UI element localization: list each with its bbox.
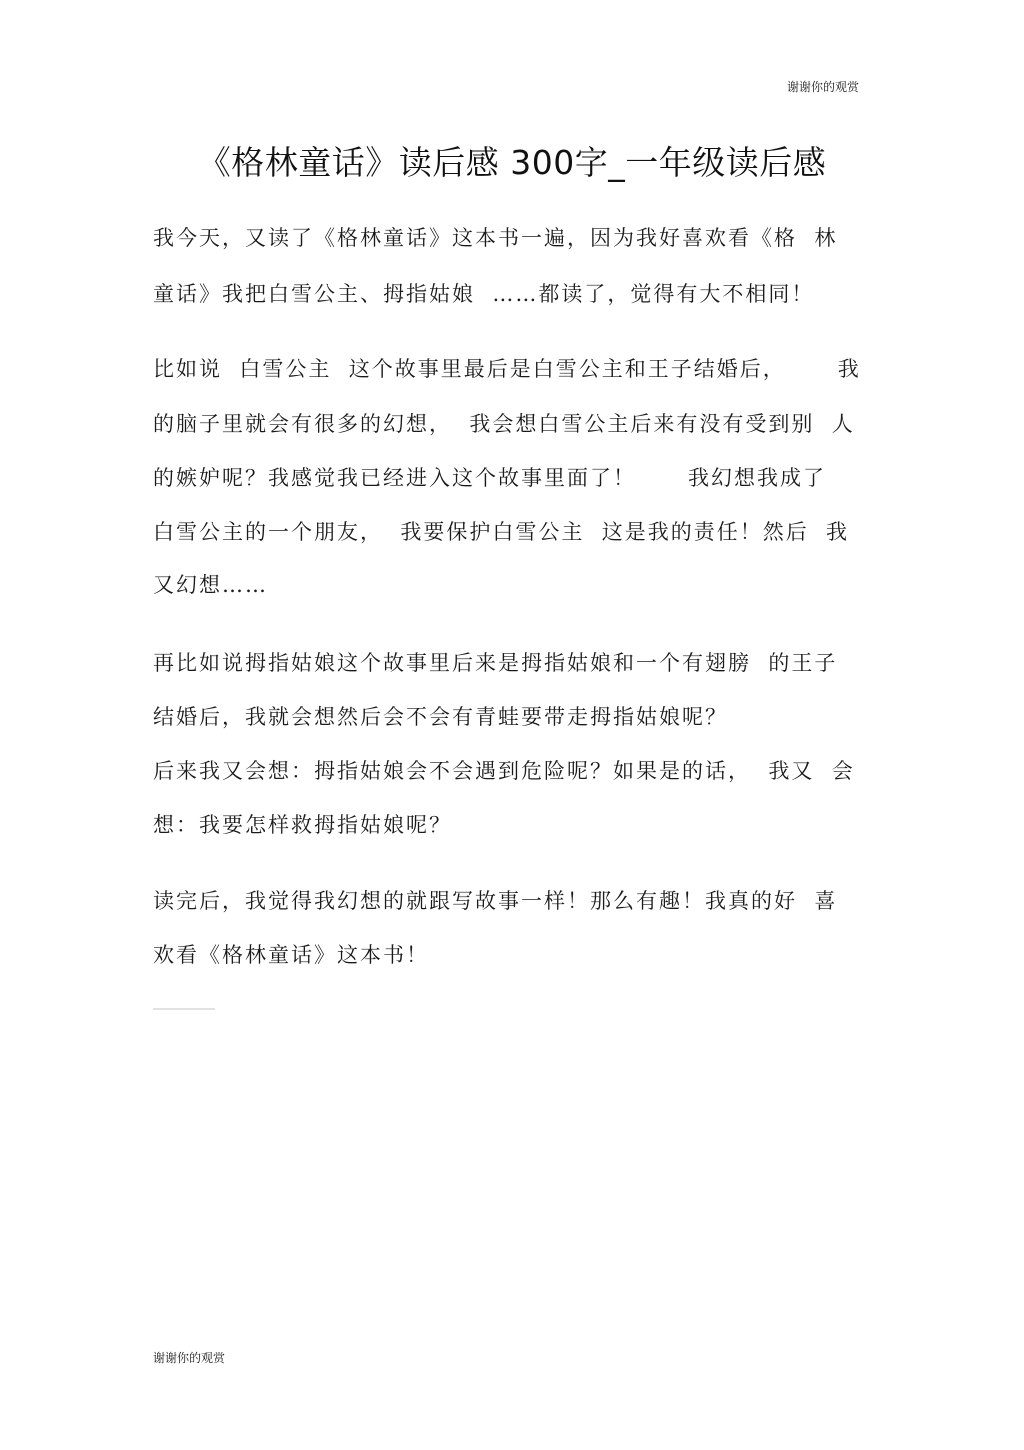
paragraph-2-line-1: 比如说 白雪公主 这个故事里最后是白雪公主和王子结婚后， 我 [153,357,861,381]
faint-underline-mark [153,1008,215,1010]
paragraph-2-line-5: 又幻想…… [153,573,268,597]
paragraph-2-line-3: 的嫉妒呢？我感觉我已经进入这个故事里面了！ 我幻想我成了 [153,466,827,490]
paragraph-4-line-1: 读完后，我觉得我幻想的就跟写故事一样！那么有趣！我真的好 喜 [153,889,838,913]
footer-note: 谢谢你的观赏 [153,1351,226,1365]
paragraph-2-line-4: 白雪公主的一个朋友， 我要保护白雪公主 这是我的责任！然后 我 [153,520,850,544]
page-title: 《格林童话》读后感 300字_一年级读后感 [197,143,827,182]
paragraph-1-line-1: 我今天，又读了《格林童话》这本书一遍，因为我好喜欢看《格 林 [153,226,838,250]
paragraph-3-line-2: 结婚后，我就会想然后会不会有青蛙要带走拇指姑娘呢？ [153,705,728,729]
paragraph-3-line-4: 想：我要怎样救拇指姑娘呢？ [153,813,452,837]
paragraph-1-line-2: 童话》我把白雪公主、拇指姑娘 ……都读了，觉得有大不相同！ [153,282,815,306]
paragraph-2-line-2: 的脑子里就会有很多的幻想， 我会想白雪公主后来有没有受到别 人 [153,412,855,436]
paragraph-3-line-3: 后来我又会想：拇指姑娘会不会遇到危险呢？如果是的话， 我又 会 [153,759,855,783]
paragraph-4-line-2: 欢看《格林童话》这本书！ [153,943,429,967]
paragraph-3-line-1: 再比如说拇指姑娘这个故事里后来是拇指姑娘和一个有翅膀 的王子 [153,651,838,675]
header-note: 谢谢你的观赏 [786,80,859,94]
